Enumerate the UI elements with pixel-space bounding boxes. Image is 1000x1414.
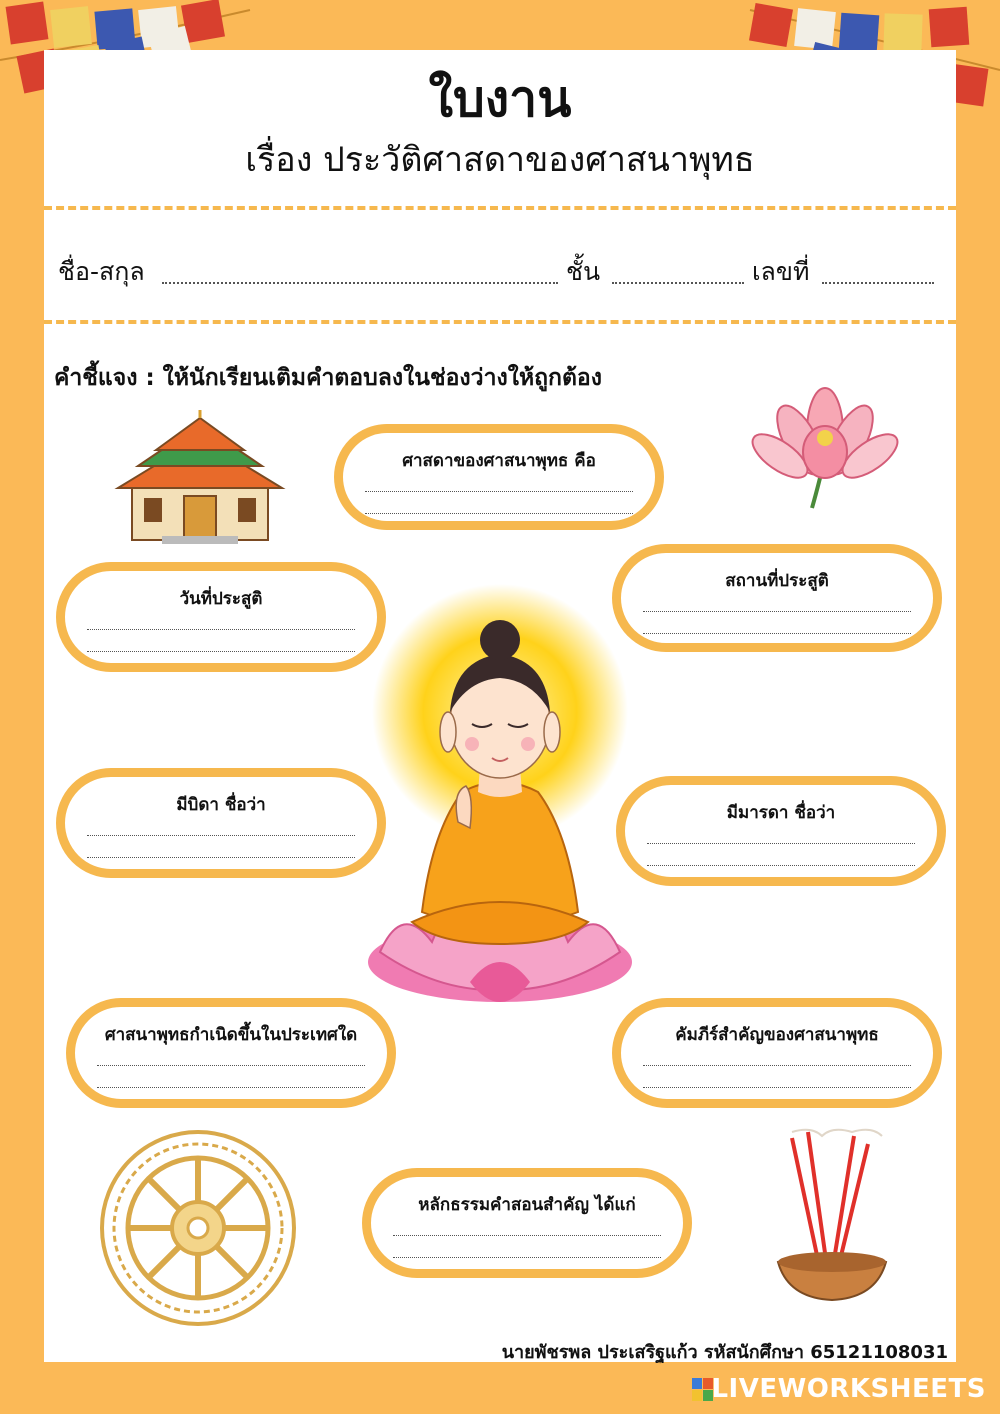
divider bbox=[44, 320, 956, 324]
answer-line[interactable] bbox=[97, 1065, 365, 1066]
answer-box-father bbox=[56, 768, 386, 878]
answer-line[interactable] bbox=[643, 611, 911, 612]
question-label: หลักธรรมคำสอนสำคัญ ได้แก่ bbox=[418, 1195, 636, 1215]
answer-line[interactable] bbox=[87, 835, 355, 836]
answer-line[interactable] bbox=[87, 651, 355, 652]
answer-line[interactable] bbox=[647, 843, 915, 844]
page-title: ใบงาน bbox=[428, 70, 572, 128]
name-label: ชื่อ-สกุล bbox=[58, 257, 145, 286]
question-label: ศาสนาพุทธกำเนิดขึ้นในประเทศใด bbox=[104, 1025, 358, 1045]
question-label: วันที่ประสูติ bbox=[179, 589, 263, 609]
answer-line[interactable] bbox=[365, 513, 633, 514]
question-label: คัมภีร์สำคัญของศาสนาพุทธ bbox=[675, 1025, 879, 1045]
question-label: สถานที่ประสูติ bbox=[725, 571, 829, 591]
name-field[interactable] bbox=[162, 282, 558, 284]
number-field[interactable] bbox=[822, 282, 934, 284]
author-credit: นายพัชรพล ประเสริฐแก้ว รหัสนักศึกษา 65121108031 bbox=[501, 1342, 948, 1363]
divider bbox=[44, 206, 956, 210]
answer-line[interactable] bbox=[87, 857, 355, 858]
class-field[interactable] bbox=[612, 282, 744, 284]
question-label: มีบิดา ชื่อว่า bbox=[176, 795, 266, 815]
answer-line[interactable] bbox=[643, 633, 911, 634]
answer-line[interactable] bbox=[643, 1065, 911, 1066]
answer-line[interactable] bbox=[393, 1257, 661, 1258]
instruction-text: คำชี้แจง : ให้นักเรียนเติมคำตอบลงในช่องว่างให้ถูกต้อง bbox=[54, 365, 602, 391]
answer-line[interactable] bbox=[365, 491, 633, 492]
number-label: เลขที่ bbox=[752, 257, 810, 286]
answer-box-origin-country bbox=[66, 998, 396, 1108]
answer-box-teacher bbox=[334, 424, 664, 530]
answer-box-teachings bbox=[362, 1168, 692, 1278]
answer-box-birth-date bbox=[56, 562, 386, 672]
temple-icon bbox=[112, 410, 288, 546]
answer-line[interactable] bbox=[643, 1087, 911, 1088]
page-subtitle: เรื่อง ประวัติศาสดาของศาสนาพุทธ bbox=[245, 140, 755, 180]
answer-box-scripture bbox=[612, 998, 942, 1108]
answer-box-mother bbox=[616, 776, 946, 886]
answer-line[interactable] bbox=[647, 865, 915, 866]
buddha-figure bbox=[362, 582, 638, 1022]
question-label: มีมารดา ชื่อว่า bbox=[726, 803, 836, 823]
lotus-icon bbox=[750, 372, 900, 510]
answer-line[interactable] bbox=[97, 1087, 365, 1088]
incense-icon bbox=[772, 1122, 892, 1306]
watermark[interactable]: LIVEWORKSHEETS bbox=[711, 1374, 986, 1404]
dharma-wheel-icon bbox=[98, 1128, 298, 1328]
answer-box-birth-place bbox=[612, 544, 942, 652]
answer-line[interactable] bbox=[393, 1235, 661, 1236]
answer-line[interactable] bbox=[87, 629, 355, 630]
class-label: ชั้น bbox=[566, 257, 601, 286]
question-label: ศาสดาของศาสนาพุทธ คือ bbox=[402, 451, 596, 471]
